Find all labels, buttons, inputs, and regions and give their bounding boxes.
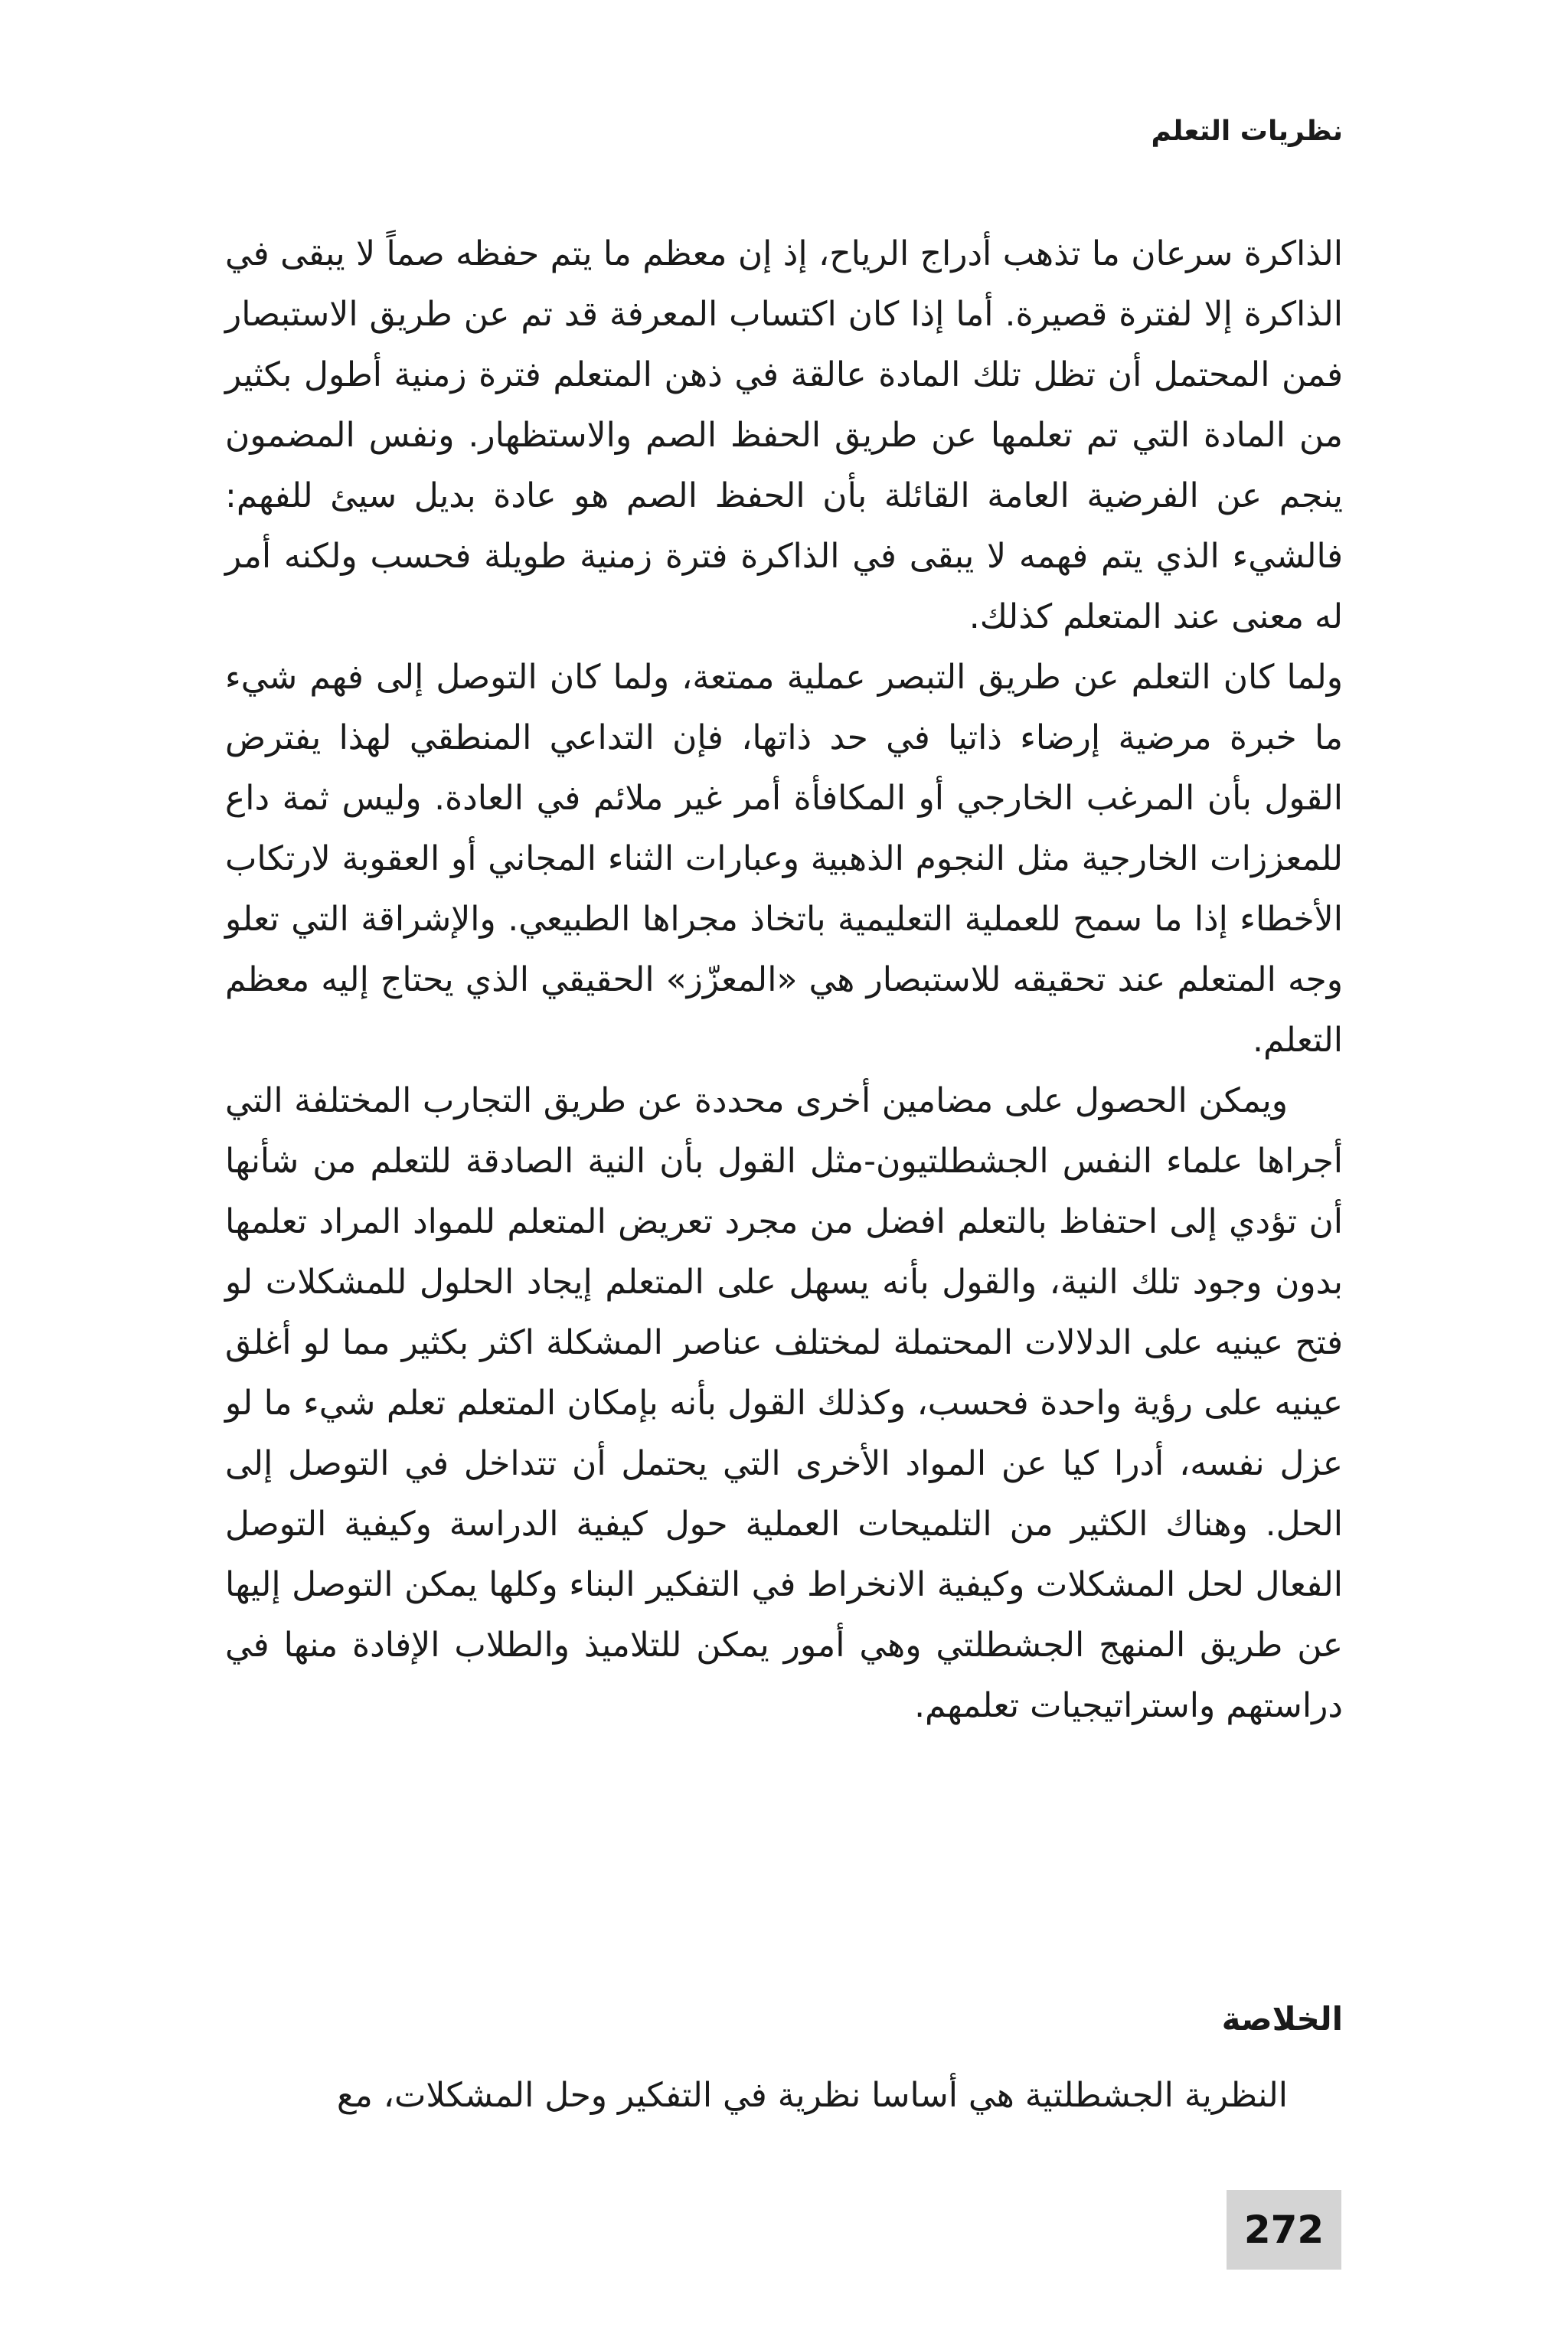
paragraph-2: ولما كان التعلم عن طريق التبصر عملية ممتعة، ولما كان التوصل إلى فهم شيء ما خبرة مرضية إرضاء ذاتيا في حد ذاتها، فإن التداعي المنطقي لهذا يفترض القول بأن المرغب الخارجي أو المكافأة أمر غير ملائم في العادة. وليس ثمة داع للمعززات الخارجية مثل النجوم الذهبية وعبارات الثناء المجاني أو العقوبة لارتكاب الأخطاء إذا ما سمح للعملية التعليمية باتخاذ مجراها الطبيعي. والإشراقة التي تعلو وجه المتعلم عند تحقيقه للاستبصار هي «المعزّز» الحقيقي الذي يحتاج إليه معظم التعلم.	[225, 658, 1343, 1060]
page-number-box	[1227, 2190, 1341, 2270]
section-heading-summary: الخلاصة	[1221, 2000, 1343, 2038]
summary-first-line: النظرية الجشطلتية هي أساسا نظرية في التفكير وحل المشكلات، مع	[336, 2076, 1288, 2115]
page-number: 272	[1243, 2208, 1325, 2252]
paragraph-1: الذاكرة سرعان ما تذهب أدراج الرياح، إذ إن معظم ما يتم حفظه صماً لا يبقى في الذاكرة إلا لفترة قصيرة. أما إذا كان اكتساب المعرفة قد تم عن طريق الاستبصار فمن المحتمل أن تظل تلك المادة عالقة في ذهن المتعلم فترة زمنية أطول بكثير من المادة التي تم تعلمها عن طريق الحفظ الصم والاستظهار. ونفس المضمون ينجم عن الفرضية العامة القائلة بأن الحفظ الصم هو عادة بديل سيئ للفهم: فالشيء الذي يتم فهمه لا يبقى في الذاكرة فترة زمنية طويلة فحسب ولكنه أمر له معنى عند المتعلم كذلك.	[225, 234, 1343, 636]
paragraph-3: ويمكن الحصول على مضامين أخرى محددة عن طريق التجارب المختلفة التي أجراها علماء النفس الجشطلتيون-مثل القول بأن النية الصادقة للتعلم من شأنها أن تؤدي إلى احتفاظ بالتعلم افضل من مجرد تعريض المتعلم للمواد المراد تعلمها بدون وجود تلك النية، والقول بأنه يسهل على المتعلم إيجاد الحلول للمشكلات لو فتح عينيه على الدلالات المحتملة لمختلف عناصر المشكلة اكثر بكثير مما لو أغلق عينيه على رؤية واحدة فحسب، وكذلك القول بأنه بإمكان المتعلم تعلم شيء ما لو عزل نفسه، أدرا كيا عن المواد الأخرى التي يحتمل أن تتداخل في التوصل إلى الحل. وهناك الكثير من التلميحات العملية حول كيفية الدراسة وكيفية التوصل الفعال لحل المشكلات وكيفية الانخراط في التفكير البناء وكلها يمكن التوصل إليها عن طريق المنهج الجشطلتي وهي أمور يمكن للتلاميذ والطلاب الإفادة منها في دراستهم واستراتيجيات تعلمهم.	[225, 1081, 1343, 1725]
running-header-title: نظريات التعلم	[1151, 116, 1343, 147]
body-text	[225, 224, 1343, 1736]
